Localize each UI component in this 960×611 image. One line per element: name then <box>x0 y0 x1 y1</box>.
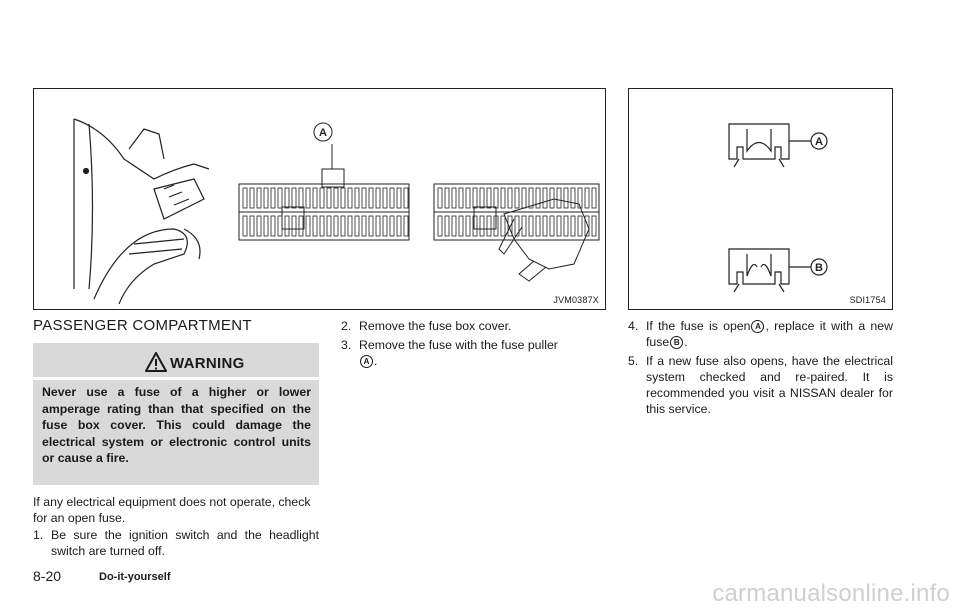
step-number: 1. <box>33 528 44 542</box>
section-name: Do-it-yourself <box>99 571 171 583</box>
fuse-box-drawing <box>34 89 607 311</box>
warning-title: WARNING <box>170 355 245 372</box>
watermark: carmanualsonline.info <box>712 580 950 607</box>
step-3 <box>341 337 606 371</box>
warning-header <box>33 343 319 380</box>
fuse-drawing <box>629 89 894 311</box>
step-text: Remove the fuse box cover. <box>359 319 512 333</box>
step-2 <box>341 318 606 336</box>
step-text-part: If the fuse is open <box>646 319 751 333</box>
callout-a-text: A <box>815 136 823 148</box>
fuse-condition-illustration <box>628 88 893 310</box>
step-text-part: . <box>684 335 688 349</box>
warning-box <box>33 343 319 485</box>
warning-text: Never use a fuse of a higher or lower amperage rating than that specified on the fuse box cover. This could damage the electrical system or electronic control units or cause a fire. <box>42 385 311 465</box>
step-number: 4. <box>628 319 639 333</box>
step-text: If a new fuse also opens, have the electrical system checked and re-paired. It is recommended you visit a NISSAN dealer for this service. <box>646 354 893 416</box>
callout-a-icon: A <box>751 320 764 333</box>
step-text <box>359 337 606 369</box>
step-text <box>646 318 893 350</box>
step-text-part: , replace it with a new fuse <box>646 319 893 349</box>
figure-code: JVM0387X <box>553 295 599 305</box>
step-text-part: . <box>374 354 378 368</box>
step-text-part: Remove the fuse with the fuse puller <box>359 338 558 352</box>
page-number: 8-20 <box>33 568 62 584</box>
callout-a-text: A <box>319 127 327 139</box>
intro-paragraph: If any electrical equipment does not operate, check for an open fuse. <box>33 495 311 525</box>
step-4 <box>628 318 893 352</box>
warning-triangle-icon <box>145 352 167 372</box>
step-number: 3. <box>341 338 352 352</box>
step-number: 5. <box>628 354 639 368</box>
callout-a-icon: A <box>360 355 373 368</box>
fuse-box-illustration <box>33 88 606 310</box>
step-5 <box>628 353 893 419</box>
callout-b-text: B <box>815 262 823 274</box>
callout-b-icon: B <box>670 336 683 349</box>
step-number: 2. <box>341 319 352 333</box>
figure-code: SDI1754 <box>849 295 886 305</box>
section-heading: PASSENGER COMPARTMENT <box>33 317 252 334</box>
step-1 <box>33 527 319 561</box>
step-text: Be sure the ignition switch and the headlight switch are turned off. <box>51 528 319 558</box>
